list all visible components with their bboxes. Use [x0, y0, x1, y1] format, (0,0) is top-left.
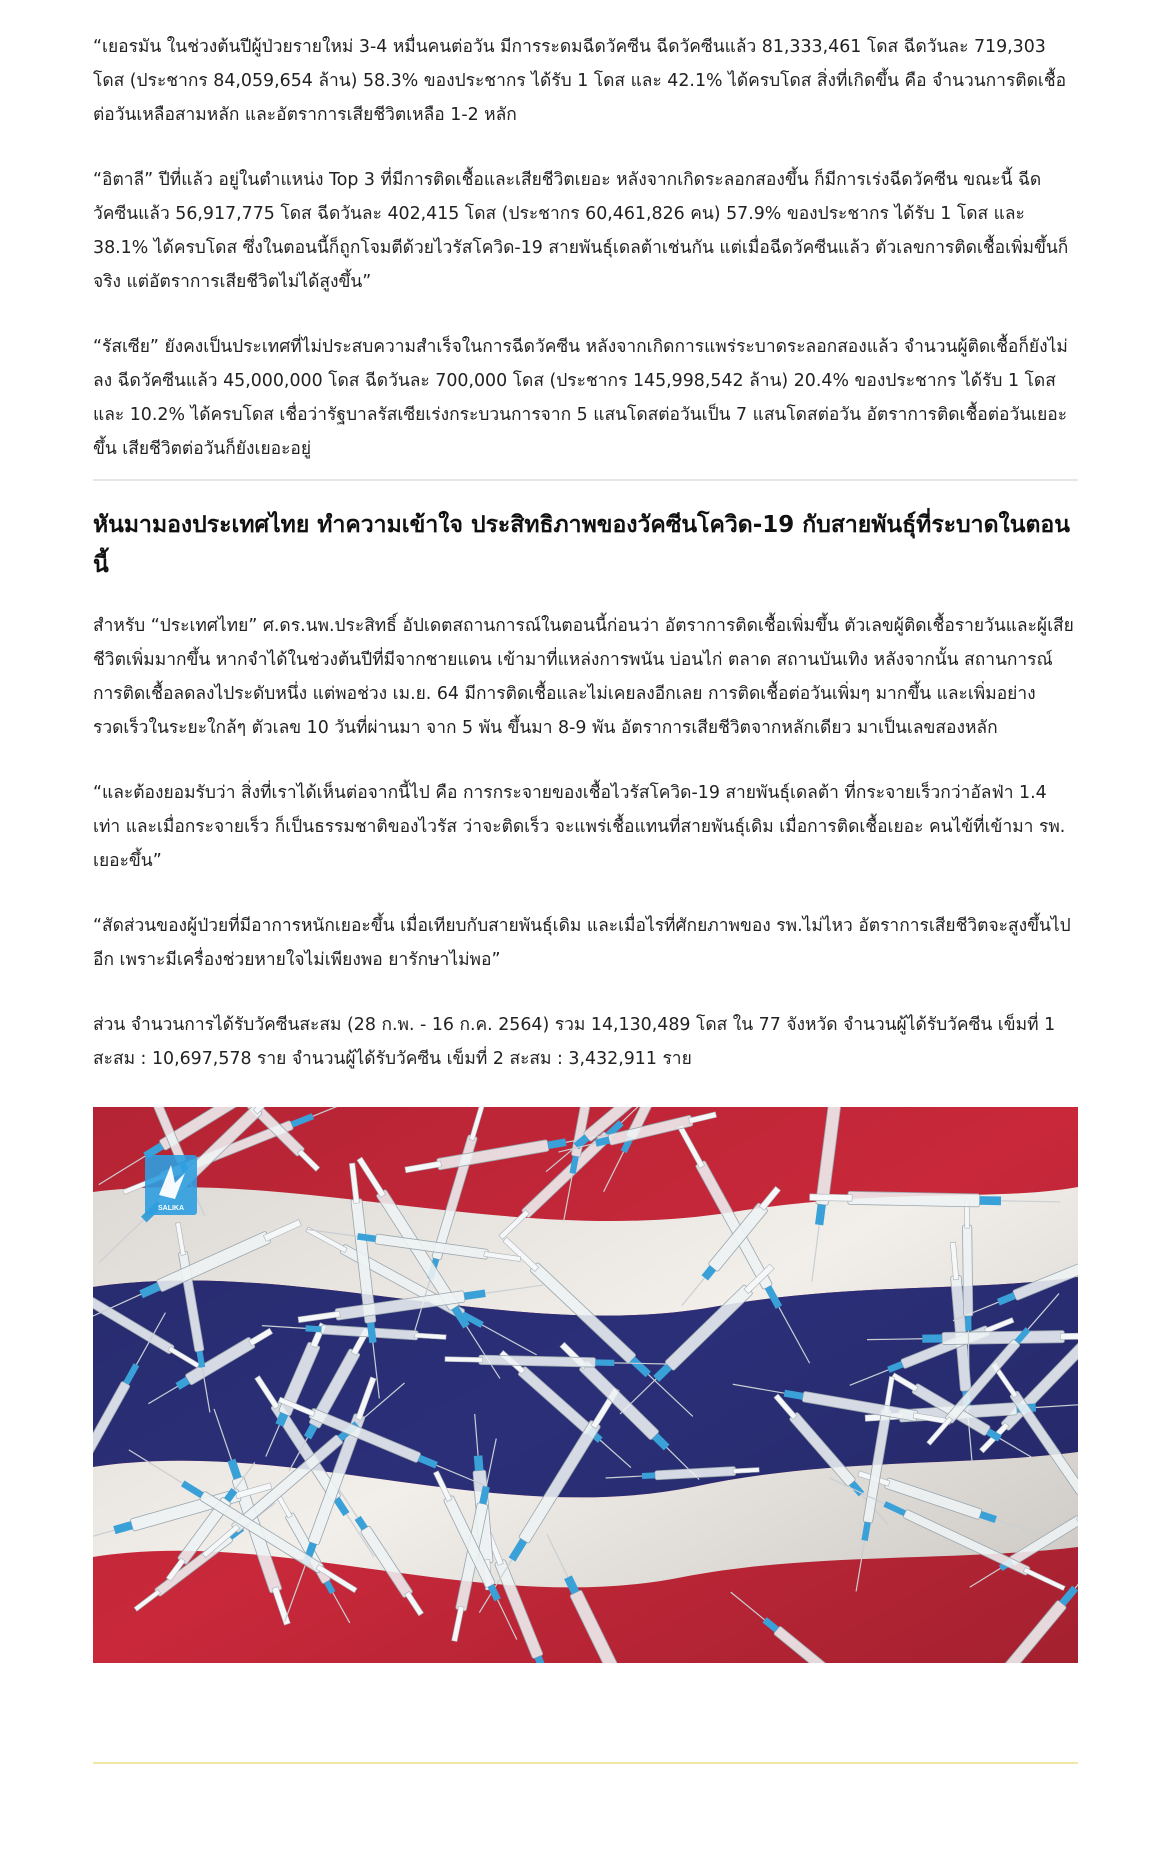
- paragraph-russia: “รัสเซีย” ยังคงเป็นประเทศที่ไม่ประสบความสำเร็จในการฉีดวัคซีน หลังจากเกิดการแพร่ระบาดระลอกสองแล้ว จำนวนผู้ติดเชื้อก็ยังไม่ลง ฉีดวัคซีนแล้ว 45,000,000 โดส ฉีดวันละ 700,000 โดส (ประชากร 145,998,542 ล้าน) 20.4% ของประชากร ได้รับ 1 โดส และ 10.2% ได้ครบโดส เชื่อว่ารัฐบาลรัสเซียเร่งกระบวนการจาก 5 แสนโดสต่อวันเป็น 7 แสนโดสต่อวัน อัตราการติดเชื้อต่อวันเยอะขึ้น เสียชีวิตต่อวันก็ยังเยอะอยู่: [93, 337, 1068, 459]
- paragraph-delta-spread: “และต้องยอมรับว่า สิ่งที่เราได้เห็นต่อจากนี้ไป คือ การกระจายของเชื้อไวรัสโควิด-19 สายพันธุ์เดลต้า ที่กระจายเร็วกว่าอัลฟ่า 1.4 เท่า และเมื่อกระจายเร็ว ก็เป็นธรรมชาติของไวรัส ว่าจะติดเร็ว จะแพร่เชื้อแทนที่สายพันธุ์เดิม เมื่อการติดเชื้อเยอะ คนไข้ที่เข้ามา รพ. เยอะขึ้น”: [93, 783, 1066, 871]
- paragraph-germany: “เยอรมัน ในช่วงต้นปีผู้ป่วยรายใหม่ 3-4 หมื่นคนต่อวัน มีการระดมฉีดวัคซีน ฉีดวัคซีนแล้ว 81,333,461 โดส ฉีดวันละ 719,303 โดส (ประชากร 84,059,654 ล้าน) 58.3% ของประชากร ได้รับ 1 โดส และ 42.1% ได้ครบโดส สิ่งที่เกิดขึ้น คือ จำนวนการติดเชื้อต่อวันเหลือสามหลัก และอัตราการเสียชีวิตเหลือ 1-2 หลัก: [93, 37, 1067, 125]
- hero-image-syringes-on-thai-flag: [93, 1107, 1078, 1663]
- paragraph-thailand-situation: สำหรับ “ประเทศไทย” ศ.ดร.นพ.ประสิทธิ์ อัปเดตสถานการณ์ในตอนนี้ก่อนว่า อัตราการติดเชื้อเพิ่มขึ้น ตัวเลขผู้ติดเชื้อรายวันและผู้เสียชีวิตเพิ่มมากขึ้น หากจำได้ในช่วงต้นปีที่มีจากชายแดน เข้ามาที่แหล่งการพนัน บ่อนไก่ ตลาด สถานบันเทิง หลังจากนั้น สถานการณ์การติดเชื้อลดลงไประดับหนึ่ง แต่พอช่วง เม.ย. 64 มีการติดเชื้อและไม่เคยลงอีกเลย การติดเชื้อต่อวันเพิ่มๆ มากขึ้น และเพิ่มอย่างรวดเร็วในระยะใกล้ๆ ตัวเลข 10 วันที่ผ่านมา จาก 5 พัน ขึ้นมา 8-9 พัน อัตราการเสียชีวิตจากหลักเดียว มาเป็นเลขสองหลัก: [93, 616, 1074, 738]
- section-heading: หันมามองประเทศไทย ทำความเข้าใจ ประสิทธิภาพของวัคซีนโควิด-19 กับสายพันธุ์ที่ระบาดในตอนนี้: [93, 512, 1070, 578]
- section-divider: [93, 479, 1078, 481]
- paragraph-severe-cases: “สัดส่วนของผู้ป่วยที่มีอาการหนักเยอะขึ้น เมื่อเทียบกับสายพันธุ์เดิม และเมื่อไรที่ศักยภาพของ รพ.ไม่ไหว อัตราการเสียชีวิตจะสูงขึ้นไปอีก เพราะมีเครื่องช่วยหายใจไม่เพียงพอ ยารักษาไม่พอ”: [93, 916, 1071, 970]
- salika-logo: [145, 1155, 197, 1215]
- article-body: [93, 30, 1078, 1663]
- thai-flag: [93, 1107, 1078, 1663]
- paragraph-vaccine-totals: ส่วน จำนวนการได้รับวัคซีนสะสม (28 ก.พ. - 16 ก.ค. 2564) รวม 14,130,489 โดส ใน 77 จังหวัด จำนวนผู้ได้รับวัคซีน เข็มที่ 1 สะสม : 10,697,578 ราย จำนวนผู้ได้รับวัคซีน เข็มที่ 2 สะสม : 3,432,911 ราย: [93, 1015, 1056, 1069]
- svg-text:SALIKA: SALIKA: [157, 1205, 185, 1212]
- footer-rule: [93, 1762, 1078, 1764]
- paragraph-italy: “อิตาลี” ปีที่แล้ว อยู่ในตำแหน่ง Top 3 ที่มีการติดเชื้อและเสียชีวิตเยอะ หลังจากเกิดระลอกสองขึ้น ก็มีการเร่งฉีดวัคซีน ขณะนี้ ฉีดวัคซีนแล้ว 56,917,775 โดส ฉีดวันละ 402,415 โดส (ประชากร 60,461,826 คน) 57.9% ของประชากร ได้รับ 1 โดส และ 38.1% ได้ครบโดส ซึ่งในตอนนี้ก็ถูกโจมตีด้วยไวรัสโควิด-19 สายพันธุ์เดลต้าเช่นกัน แต่เมื่อฉีดวัคซีนแล้ว ตัวเลขการติดเชื้อเพิ่มขึ้นก็จริง แต่อัตราการเสียชีวิตไม่ได้สูงขึ้น”: [93, 170, 1069, 292]
